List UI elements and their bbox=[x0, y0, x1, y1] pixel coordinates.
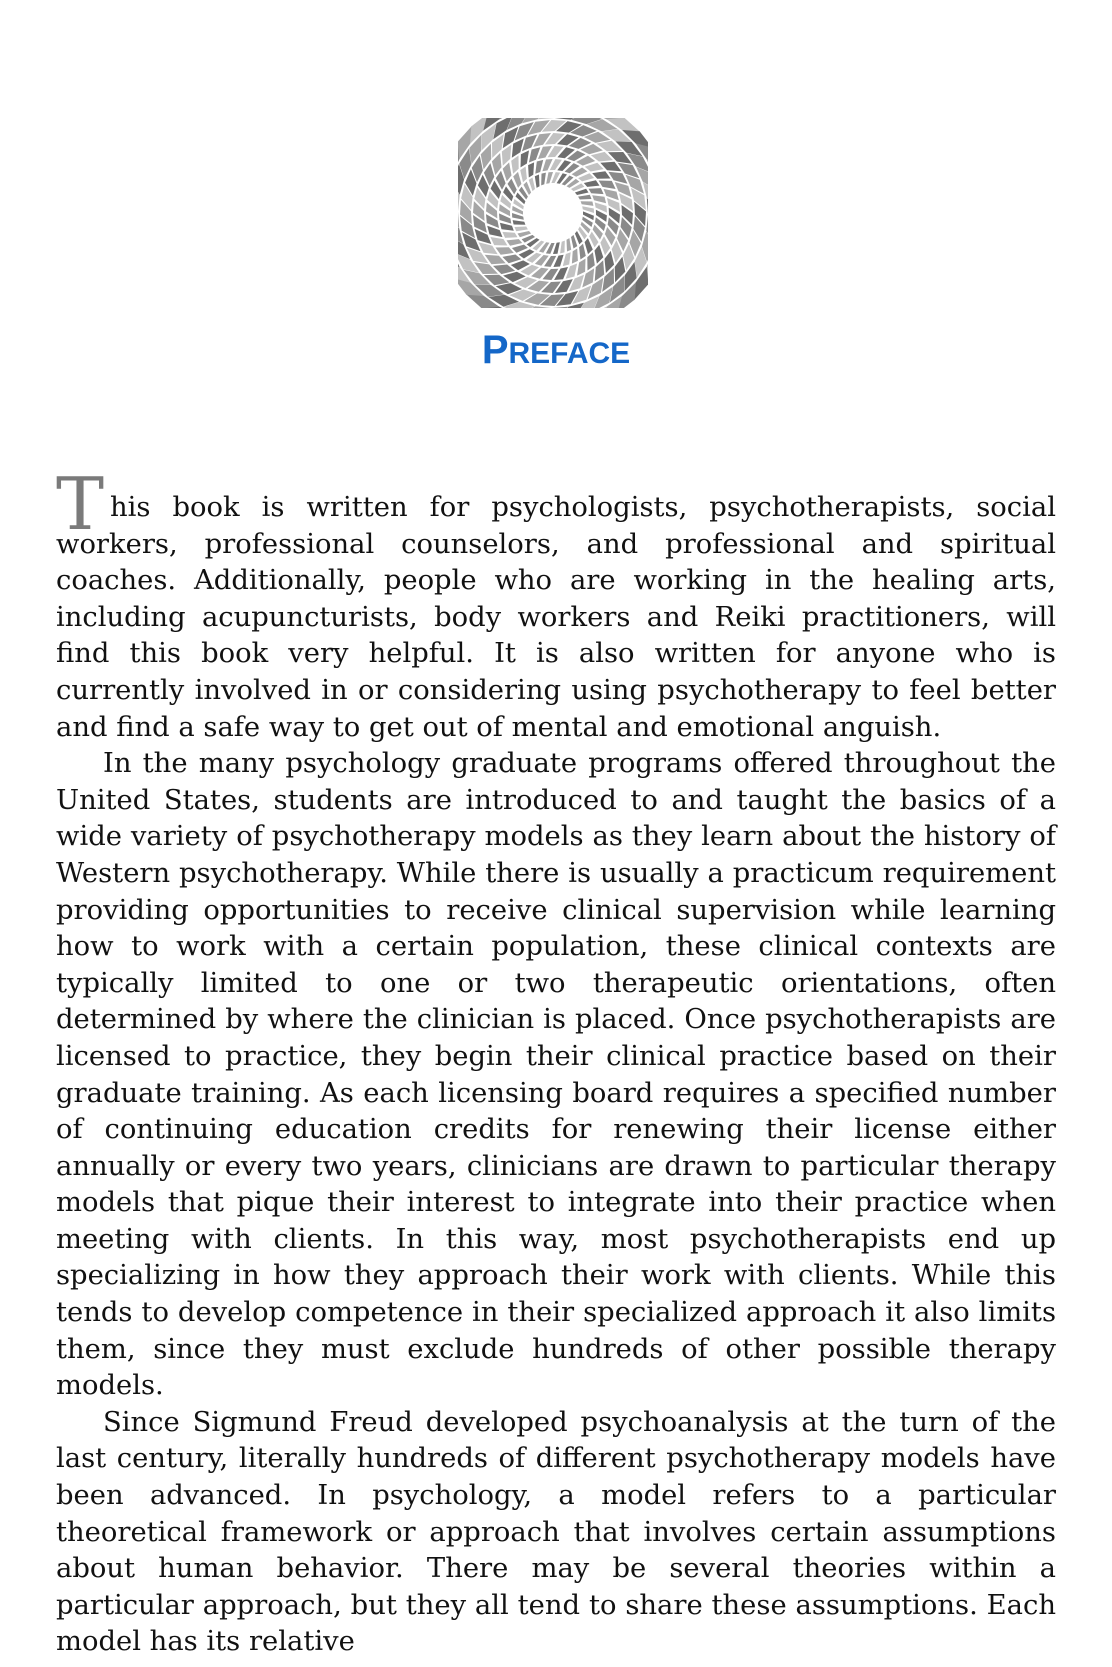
chapter-title-rest: REFACE bbox=[508, 337, 631, 370]
spiral-ornament-icon bbox=[458, 118, 648, 308]
spiral-segment bbox=[458, 126, 472, 160]
paragraph: In the many psychology graduate programs offered throughout the United States, students are introduced to and taught the basics of a wide variety of psychotherapy models as they learn about the history of Western psychotherapy. While there is usually a practicum requirement providing opportunities to receive clinical supervision while learning how to work with a certain population, these clinical contexts are typically limited to one or two therapeutic orientations, often determined by where the clinician is placed. Once psychotherapists are licensed to practice, they begin their clinical practice based on their graduate training. As each licensing board requires a specified number of continuing education credits for renewing their license either annually or every two years, clinicians are drawn to particular therapy models that pique their interest to integrate into their practice when meeting with clients. In this way, most psychotherapists end up specializing in how they approach their work with clients. While this tends to develop competence in their specialized approach it also limits them, since they must exclude hundreds of other possible therapy models. bbox=[56, 748, 1056, 1402]
chapter-title bbox=[0, 320, 1112, 384]
spiral-segment bbox=[466, 294, 500, 308]
paragraph: Since Sigmund Freud developed psychoanalysis at the turn of the last century, literally hundreds of different psychotherapy models have been advanced. In psychology, a model refers to a particular theoretical framework or approach that involves certain assumptions about human behavior. There may be several theories within a particular approach, but they all tend to share these assumptions. Each model has its relative bbox=[56, 1406, 1056, 1658]
paragraph-text: his book is written for psychologists, psychotherapists, social workers, professional counselors, and professional and spiritual coaches. Additionally, people who are working in the healing arts, including acupuncturists, body workers and Reiki practitioners, will find this book very helpful. It is also written for anyone who is currently involved in or considering using psychotherapy to feel better and find a safe way to get out of mental and emotional anguish. bbox=[56, 492, 1056, 743]
body-text bbox=[56, 462, 1056, 1661]
spiral-segment bbox=[634, 267, 648, 301]
spiral-segment bbox=[607, 118, 641, 132]
drop-cap: T bbox=[56, 462, 105, 546]
chapter-title-initial: P bbox=[481, 328, 509, 372]
paragraph bbox=[56, 462, 1056, 746]
